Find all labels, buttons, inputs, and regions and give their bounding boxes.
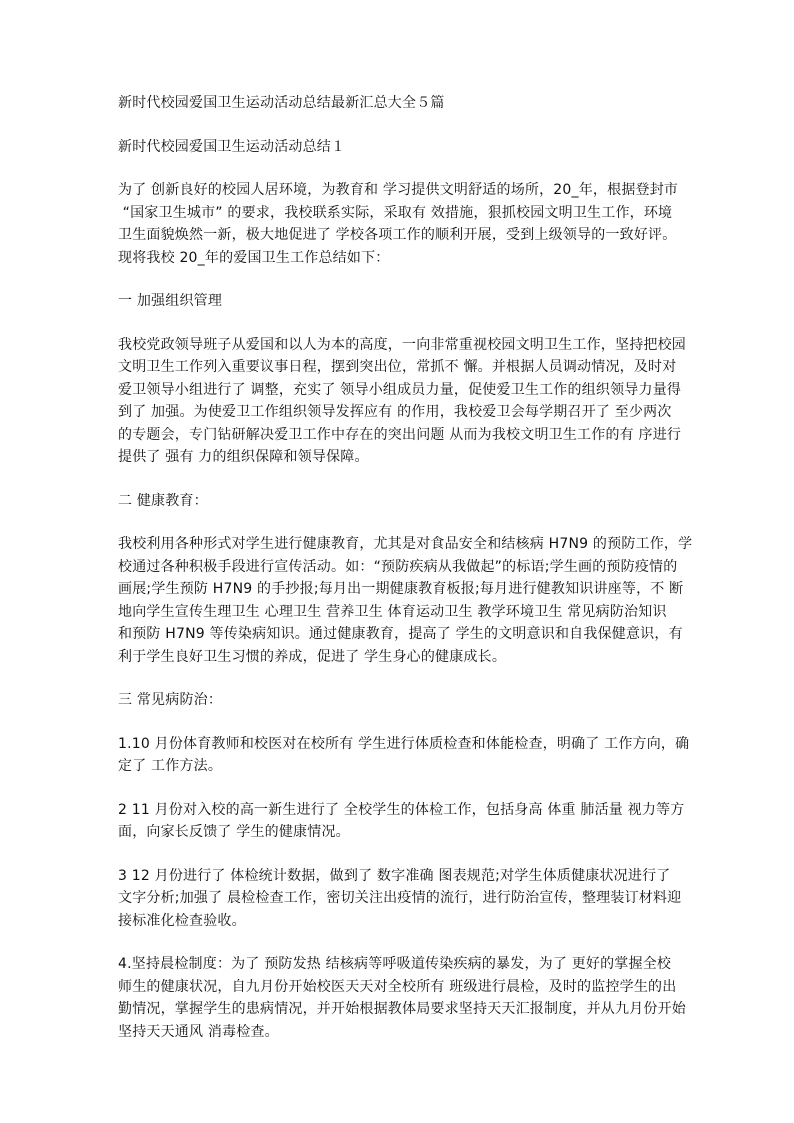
section-title: 新时代校园爱国卫生运动活动总结１	[118, 138, 346, 155]
paragraph-line: 爱卫领导小组进行了 调整，充实了 领导小组成员力量，促使爱卫生工作的组织领导力量得	[118, 381, 682, 398]
paragraph-line: 面，向家长反馈了 学生的健康情况。	[118, 824, 350, 840]
list-item-1	[118, 733, 690, 778]
paragraph-line: 2 11 月份对入校的高一新生进行了 全校学生的体检工作，包括身高 体重 肺活量 视力等方	[118, 801, 685, 818]
paragraph-line: 我校党政领导班子从爱国和以人为本的高度，一向非常重视校园文明卫生工作，坚持把校园	[118, 336, 686, 353]
paragraph-line: 文字分析;加强了 晨检检查工作，密切关注出疫情的流行，进行防治宣传，整理装订材料迎	[118, 890, 682, 906]
heading-health-education: 二 健康教育：	[118, 492, 208, 509]
paragraph-line: 坚持天天通风 消毒检查。	[118, 1023, 279, 1040]
paragraph-line: 我校利用各种形式对学生进行健康教育，尤其是对食品安全和结核病 H7N9 的预防工作，学	[118, 536, 693, 552]
paragraph-line: 定了 工作方法。	[118, 758, 223, 774]
list-item-3	[118, 865, 680, 933]
paragraph-line: 的专题会，专门钻研解决爱卫工作中存在的突出问题 从而为我校文明卫生工作的有 序进行	[118, 426, 682, 443]
paragraph-line: 到了 加强。为使爱卫工作组织领导发挥应有 的作用，我校爱卫会每学期召开了 至少两次	[118, 404, 672, 420]
paragraph-line: 勤情况，掌握学生的患病情况，并开始根据教体局要求坚持天天汇报制度，并从九月份开始	[118, 1001, 686, 1017]
paragraph-line: 1.10 月份体育教师和校医对在校所有 学生进行体质检查和体能检查，明确了 工作方向，确	[118, 735, 690, 752]
paragraph-line: 利于学生良好卫生习惯的养成，促进了 学生身心的健康成长。	[118, 648, 507, 665]
list-item-2	[118, 799, 685, 844]
heading-disease-prevention: 三 常见病防治：	[118, 692, 223, 708]
document-title: 新时代校园爱国卫生运动活动总结最新汇总大全５篇	[118, 95, 445, 111]
paragraph-line: 4.坚持晨检制度：为了 预防发热 结核病等呼吸道传染疾病的暴发，为了 更好的掌握全校	[118, 956, 672, 972]
paragraph-line: 画展;学生预防 H7N9 的手抄报;每月出一期健康教育板报;每月进行健教知识讲座等，不 断	[118, 581, 684, 597]
document-page	[118, 92, 693, 1064]
organization-paragraph	[118, 334, 686, 469]
health-education-paragraph	[118, 533, 693, 668]
paragraph-line: 提供了 强有 力的组织保障和领导保障。	[118, 449, 369, 465]
paragraph-line: 师生的健康状况，自九月份开始校医天天对全校所有 班级进行晨检，及时的监控学生的出	[118, 978, 677, 995]
intro-paragraph	[118, 179, 680, 269]
list-item-4	[118, 953, 686, 1043]
paragraph-line: 地向学生宣传生理卫生 心理卫生 营养卫生 体育运动卫生 教学环境卫生 常见病防治知识	[118, 603, 667, 620]
paragraph-line: 卫生面貌焕然一新，极大地促进了 学校各项工作的顺利开展，受到上级领导的一致好评。	[118, 227, 677, 243]
paragraph-line: 校通过各种积极手段进行宣传活动。如：“预防疾病从我做起”的标语;学生画的预防疫情的	[118, 558, 678, 575]
paragraph-line: 为了 创新良好的校园人居环境，为教育和 学习提供文明舒适的场所，20_年，根据登封市	[118, 182, 679, 198]
paragraph-line: 3 12 月份进行了 体检统计数据，做到了 数字准确 图表规范;对学生体质健康状况进行了	[118, 867, 671, 884]
paragraph-line: 接标准化检查验收。	[118, 912, 246, 929]
paragraph-line: 和预防 H7N9 等传染病知识。通过健康教育，提高了 学生的文明意识和自我保健意识，有	[118, 626, 683, 642]
paragraph-line: 现将我校 20_年的爱国卫生工作总结如下：	[118, 249, 390, 266]
paragraph-line: “国家卫生城市” 的要求，我校联系实际，采取有 效措施，狠抓校园文明卫生工作，环境	[118, 204, 673, 221]
paragraph-line: 文明卫生工作列入重要议事日程，摆到突出位，常抓不 懈。并根据人员调动情况，及时对	[118, 359, 677, 375]
heading-organization: 一 加强组织管理	[118, 293, 223, 309]
